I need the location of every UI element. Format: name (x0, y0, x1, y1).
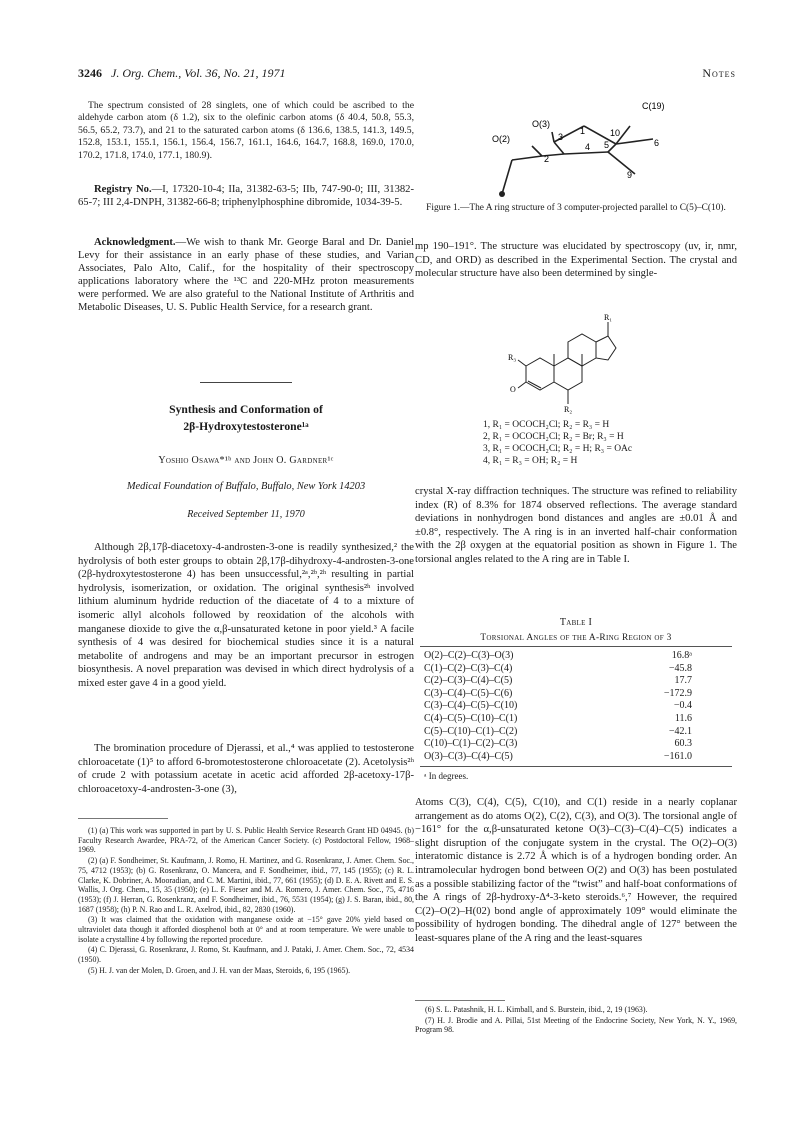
compound-entry: 3, R₁ = OCOCH₂Cl; R₂ = H; R₃ = OAc (483, 444, 633, 454)
angle-cell: C(10)–C(1)–C(2)–C(3) (424, 738, 518, 750)
value-cell: −45.8 (668, 662, 692, 674)
footnote-rule (78, 818, 168, 819)
table-title: Torsional Angles of the A-Ring Region of 3 (480, 633, 672, 643)
atom-5-label: 5 (604, 140, 610, 150)
registry-text: —I, 17320-10-4; IIa, 31382-63-5; IIb, 747-90-0; III, 31382-65-7; III 2,4-DNPH, 31382-66-8; triphenylphosphine dibromide, 1034-39-5. (78, 184, 414, 209)
atom-10-label: 10 (610, 128, 621, 138)
value-cell: 60.3 (674, 738, 692, 750)
angle-cell: O(3)–C(3)–C(4)–C(5) (424, 750, 513, 762)
right-paragraph-2 (415, 485, 737, 567)
footnote: (5) H. J. van der Molen, D. Groen, and J. H. van der Maas, Steroids, 6, 195 (1965). (88, 965, 351, 975)
right-text-3: Atoms C(3), C(4), C(5), C(10), and C(1) reside in a nearly coplanar arrangement as do atoms O(2), C(2), C(3), and O(3). The torsional angle of −161° for the α,β-unsaturated ketone O(3)–C(3)–C(4)–C(5) indicates a slight disruption of the conjugate system in the crystal. The O(2)–O(3) interatomic distance is 2.72 Å which is of a hydrogen bonding order. An intramolecular hydrogen bond between O(2) and O(3) has been postulated as a possible stabilizing factor of the “twist” and half-boat conformations of the A rings of 2β-hydroxy-Δ⁴-3-keto steroids.⁶,⁷ However, the required C(2)–O(2)–H(02) bond angle of approximately 109° would eliminate the possibility of hydrogen bonding. The dihedral angle of 127° between the least-squares plane of the A ring and the least-squares (415, 797, 737, 944)
table-row (424, 675, 692, 688)
right-text-2: crystal X-ray diffraction techniques. The structure was refined to reliability index (R) of 8.3% for 1874 observed reflections. The average standard deviations in nonhydrogen bond distances and angles are ±0.01 Å and ±0.8°, respectively. The A ring is in an inverted half-chair conformation with the 2β oxygen at the equatorial position as shown in Figure 1. The torsional angles related to the A ring are in Table I. (415, 486, 737, 565)
footnote: (1) (a) This work was supported in part by U. S. Public Health Service Research Grant HD 04945. (b) Faculty Research Awardee, PRA-72, of the American Cancer Society. (c) Postdoctoral Fellow, 1968–1969. (78, 826, 414, 855)
compound-entry: 1, R₁ = OCOCH₂Cl; R₂ = R₃ = H (483, 420, 610, 430)
table-footnote: ᵃ In degrees. (424, 771, 469, 781)
acknowledgment-paragraph (78, 236, 414, 315)
figure-1-caption: Figure 1.—The A ring structure of 3 computer-projected parallel to C(5)–C(10). (426, 203, 726, 213)
page-header (78, 66, 736, 84)
table-label: Table I (559, 617, 593, 628)
body-text-1: Although 2β,17β-diacetoxy-4-androsten-3-one is readily synthesized,² the hydrolysis of both ester groups to obtain 2β,17β-dihydroxy-4-androsten-3-one (2β-hydroxytestosterone 4) has been unsuccessful,²ᵃ,²ᵇ,²ʰ resulting in partial hydrolysis, isomerization, or oxidation. The original synthesis²ʰ involved lithium aluminum hydride reduction of the diacetate of 4 to a mixture of isomeric allyl alcohols followed by reoxidation of the alcohols with manganese dioxide to give the α,β-unsaturated ketone in poor yield.³ A facile synthesis of 4 was desired for biochemical studies since it is a natural metabolite of androgens and may be an important precursor in estrogen biosynthesis. A novel preparation was devised in which direct hydrolysis of a mixed ester gave 4 in a good yield. (78, 542, 414, 689)
table-row (424, 650, 692, 663)
angle-cell: C(2)–C(3)–C(4)–C(5) (424, 675, 513, 687)
footnote: (4) C. Djerassi, G. Rosenkranz, J. Romo, St. Kaufmann, and J. Pataki, J. Amer. Chem. Soc., 72, 4534 (1950). (78, 945, 414, 965)
compound-entry: 2, R₁ = OCOCH₂Cl; R₂ = Br; R₃ = H (483, 432, 624, 442)
footnote: (7) H. J. Brodie and A. Pillai, 51st Meeting of the Endocrine Society, New York, N. Y., 1969, Program 98. (415, 1015, 737, 1035)
c19-label: C(19) (642, 101, 665, 111)
spectrum-text: The spectrum consisted of 28 singlets, one of which could be ascribed to the aldehyde carbon atom (δ 1.2), six to the olefinic carbon atoms (δ 40.4, 50.8, 55.3, 56.5, 65.2, 73.7), and 21 to the saturated carbon atoms (δ 136.6, 138.5, 141.3, 149.5, 152.8, 153.1, 155.1, 156.1, 156.4, 156.7, 161.1, 164.6, 164.7, 168.8, 169.0, 170.0, 170.2, 171.8, 174.0, 177.1, 180.9). (78, 100, 414, 161)
torsional-angles-table (424, 650, 692, 763)
angle-cell: C(4)–C(5)–C(10)–C(1) (424, 712, 518, 724)
body-paragraph-1 (78, 541, 414, 691)
right-paragraph-1 (415, 240, 737, 281)
footnotes-left (78, 826, 414, 977)
body-paragraph-2 (78, 742, 414, 796)
value-cell: −172.9 (663, 687, 692, 699)
atom-6-label: 6 (654, 138, 660, 148)
article-title-line1: Synthesis and Conformation of (169, 403, 323, 416)
table-row (424, 738, 692, 751)
atom-3-label: 3 (558, 132, 564, 142)
footnotes-right (415, 1005, 737, 1036)
table-row (424, 663, 692, 676)
journal-citation: J. Org. Chem., Vol. 36, No. 21, 1971 (111, 66, 286, 80)
table-row (424, 726, 692, 739)
atom-1-label: 1 (580, 126, 586, 136)
angle-cell: O(2)–C(2)–C(3)–O(3) (424, 650, 514, 661)
value-cell: −42.1 (668, 725, 692, 737)
ack-text: —We wish to thank Mr. George Baral and Dr. Daniel Levy for their assistance in an early phase of these studies, and Varian Associates, Palo Alto, Calif., for the hospitality of their spectroscopy applications laboratory where the ¹³C and 220-MHz proton measurements were performed. We are also grateful to the National Institute of Arthritis and Metabolic Diseases, U. S. Public Health Service, for a research grant. (78, 237, 414, 314)
table-row (424, 713, 692, 726)
atom-2-label: 2 (544, 154, 550, 164)
article-title-line2: 2β-Hydroxytestosterone¹ᵃ (183, 420, 309, 434)
authors: Yoshio Osawa*¹ᵇ and John O. Gardner¹ᶜ (158, 455, 334, 466)
footnote-rule-right (415, 1000, 505, 1001)
steroid-structure-diagram (500, 308, 640, 414)
table-row (424, 700, 692, 713)
value-cell: 11.6 (674, 712, 692, 724)
value-cell: −0.4 (673, 700, 692, 712)
ack-label: Acknowledgment. (94, 237, 176, 248)
oxygen-label: O (510, 385, 516, 394)
article-title (78, 403, 414, 433)
r1-label: R₁ (604, 313, 613, 322)
o3-label: O(3) (532, 119, 550, 129)
compound-list (483, 419, 737, 467)
footnote: (6) S. L. Patashnik, H. L. Kimball, and S. Burstein, ibid., 2, 19 (1963). (425, 1005, 648, 1014)
value-cell: −161.0 (663, 750, 692, 762)
angle-cell: C(3)–C(4)–C(5)–C(6) (424, 687, 513, 699)
o2-label: O(2) (492, 134, 510, 144)
angle-cell: C(3)–C(4)–C(5)–C(10) (424, 700, 518, 712)
affiliation: Medical Foundation of Buffalo, Buffalo, New York 14203 (126, 481, 366, 492)
section-name: Notes (702, 66, 736, 80)
right-text-1: mp 190–191°. The structure was elucidated by spectroscopy (uv, ir, nmr, CD, and ORD) as described in the Experimental Section. The crystal and molecular structure have also been determined by single- (415, 241, 737, 280)
table-top-rule (420, 646, 732, 647)
page-number: 3246 (78, 66, 102, 80)
registry-paragraph (78, 183, 414, 209)
r3-label: R₃ (508, 353, 517, 362)
section-divider (200, 382, 292, 383)
registry-label: Registry No. (94, 184, 152, 195)
table-row (424, 751, 692, 764)
angle-cell: C(5)–C(10)–C(1)–C(2) (424, 725, 518, 737)
value-cell: 17.7 (674, 675, 692, 687)
spectrum-paragraph (78, 100, 414, 163)
atom-9-label: 9 (627, 170, 633, 180)
atom-4-label: 4 (585, 142, 591, 152)
compound-entry: 4, R₁ = R₃ = OH; R₂ = H (483, 456, 578, 466)
angle-cell: C(1)–C(2)–C(3)–C(4) (424, 662, 513, 674)
table-bottom-rule (420, 766, 732, 767)
r2-label: R₂ (564, 405, 573, 414)
body-text-2: The bromination procedure of Djerassi, et al.,⁴ was applied to testosterone chloroacetate (1)⁵ to afford 6-bromotestosterone chloroacetate (2). Acetolysis²ʰ of crude 2 with potassium acetate in acetic acid afforded 2β-acetoxy-17β-chloroacetoxy-4-androsten-3-one (3), (78, 743, 414, 795)
table-row (424, 688, 692, 701)
right-paragraph-3 (415, 796, 737, 946)
figure-1-a-ring-projection (480, 96, 700, 202)
value-cell: 16.8ᵃ (671, 650, 692, 661)
footnote: (3) It was claimed that the oxidation with manganese oxide at −15° gave 20% yield based on ultraviolet data though it afforded diosphenol both at 0° and at room temperature. We were unable to isolate a crystalline 4 by following the reported procedure. (78, 915, 414, 944)
footnote: (2) (a) F. Sondheimer, St. Kaufmann, J. Romo, H. Martinez, and G. Rosenkranz, J. Amer. Chem. Soc., 75, 4712 (1953); (b) G. Rosenkranz, O. Mancera, and F. Sondheimer, ibid., 77, 145 (1955); (c) R. L. Clarke, K. Dobriner, A. Mooradian, and C. M. Martini, ibid., 77, 661 (1955); (d) D. E. A. Rivett and E. S. Wallis, J. Org. Chem., 15, 35 (1950); (e) L. F. Fieser and M. A. Romero, J. Amer. Chem. Soc., 75, 4716 (1953); (f) J. Herran, G. Rosenkranz, and F. Sondheimer, ibid., 76, 5531 (1954); (g) J. S. Baran, ibid., 80, 1687 (1958); (h) P. N. Rao and L. R. Axelrod, ibid., 82, 2830 (1960). (78, 856, 414, 914)
received-date: Received September 11, 1970 (187, 509, 305, 520)
